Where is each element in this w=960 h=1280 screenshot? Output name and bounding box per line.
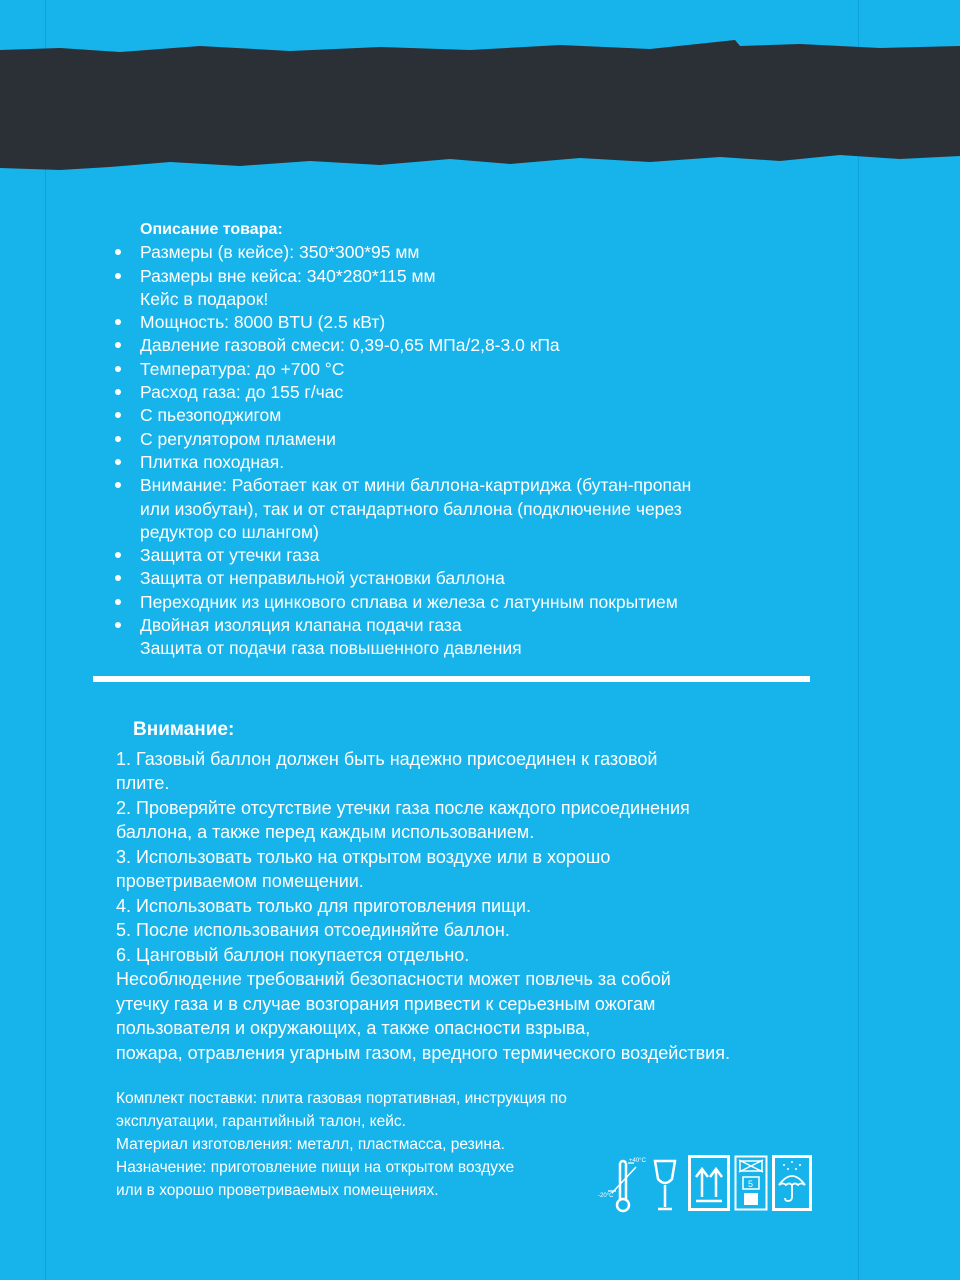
description-title: Описание товара:: [140, 221, 283, 238]
kit-line: Материал изготовления: металл, пластмасса, резина.: [116, 1136, 505, 1153]
description-item: Переходник из цинкового сплава и железа с латунным покрытием: [110, 591, 810, 614]
warning-line: пользователя и окружающих, а также опасности взрыва,: [116, 1018, 591, 1038]
description-item: Кейс в подарок!: [140, 288, 269, 309]
warning-line: проветриваемом помещении.: [116, 871, 364, 891]
warning-line: пожара, отравления угарным газом, вредного термического воздействия.: [116, 1042, 730, 1063]
warning-line: утечку газа и в случае возгорания привести к серьезным ожогам: [116, 993, 656, 1014]
kit-line: Назначение: приготовление пищи на открытом воздухе: [116, 1159, 515, 1176]
description-item: или изобутан), так и от стандартного баллона (подключение через: [140, 498, 682, 519]
description-item: Двойная изоляция клапана подачи газа: [110, 614, 810, 637]
fold-line-right: [858, 0, 859, 1280]
description-item: Защита от неправильной установки баллона: [110, 567, 810, 590]
stack-limit-icon: [734, 1155, 768, 1211]
warning-line: Несоблюдение требований безопасности может повлечь за собой: [116, 969, 671, 989]
product-description: [110, 218, 810, 661]
warning-line: плите.: [116, 773, 170, 793]
description-item: Внимание: Работает как от мини баллона-картриджа (бутан-пропан: [110, 474, 810, 497]
description-item: Температура: до +700 °С: [110, 358, 810, 381]
description-item: С пьезоподжигом: [110, 404, 810, 427]
kit-line: эксплуатации, гарантийный талон, кейс.: [116, 1113, 406, 1130]
description-list: [110, 241, 810, 660]
temp-high-label: +40°C: [629, 1158, 646, 1164]
description-item: Плитка походная.: [110, 451, 810, 474]
description-item: Размеры (в кейсе): 350*300*95 мм: [110, 241, 810, 264]
description-item: Размеры вне кейса: 340*280*115 мм: [110, 265, 810, 288]
description-item: Мощность: 8000 BTU (2.5 кВт): [110, 311, 810, 334]
description-item: С регулятором пламени: [110, 428, 810, 451]
warning-line: 5. После использования отсоединяйте баллон.: [116, 920, 510, 940]
fold-line-left: [45, 0, 46, 1280]
warning-line: 1. Газовый баллон должен быть надежно присоединен к газовой: [116, 748, 658, 769]
thermometer-icon: [598, 1155, 650, 1215]
stack-limit-number: 5: [748, 1179, 754, 1189]
section-divider: [93, 676, 810, 682]
temp-low-label: -20°C: [598, 1193, 614, 1199]
dark-brush-banner: [0, 28, 960, 188]
warning-line: баллона, а также перед каждым использованием.: [116, 822, 535, 842]
description-item: Расход газа: до 155 г/час: [110, 381, 810, 404]
kit-line: Комплект поставки: плита газовая портативная, инструкция по: [116, 1090, 567, 1107]
description-item: Давление газовой смеси: 0,39-0,65 МПа/2,8-3.0 кПа: [110, 334, 810, 357]
warning-line: 3. Использовать только на открытом воздухе или в хорошо: [116, 846, 611, 867]
warning-line: 2. Проверяйте отсутствие утечки газа после каждого присоединения: [116, 797, 690, 818]
kit-info: [116, 1087, 616, 1202]
warning-line: 4. Использовать только для приготовления пищи.: [116, 895, 531, 916]
this-way-up-icon: [688, 1155, 730, 1211]
description-item: Защита от утечки газа: [110, 544, 810, 567]
warning-line: 6. Цанговый баллон покупается отдельно.: [116, 944, 470, 965]
warning-text: [116, 747, 836, 1066]
fragile-glass-icon: [650, 1155, 680, 1215]
description-item: Защита от подачи газа повышенного давления: [140, 638, 522, 659]
description-item: редуктор со шлангом): [140, 521, 319, 542]
keep-dry-icon: [772, 1155, 812, 1211]
kit-line: или в хорошо проветриваемых помещениях.: [116, 1182, 439, 1199]
warning-title: Внимание:: [133, 719, 235, 740]
warning-section: [116, 718, 836, 1065]
